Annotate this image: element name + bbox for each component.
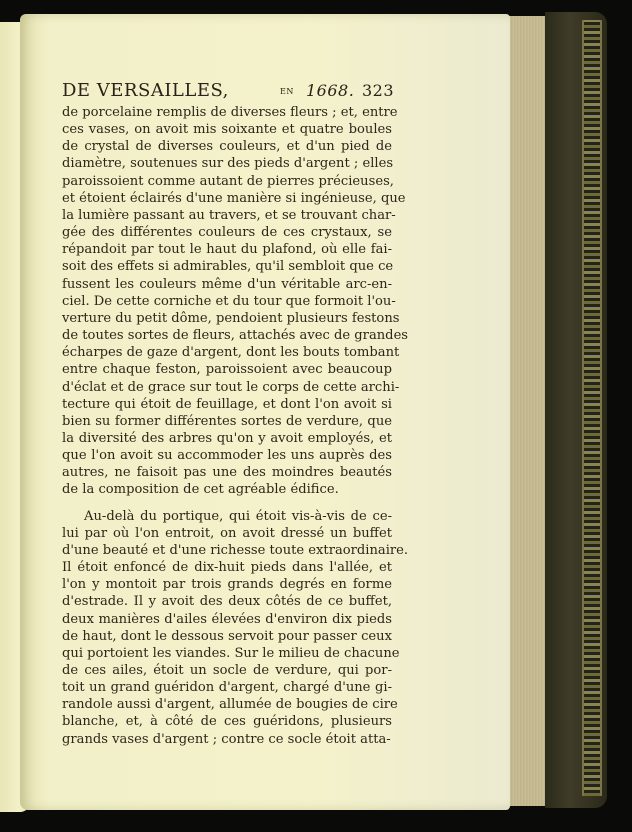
text-line: de la composition de cet agréable édifice. bbox=[62, 482, 339, 498]
text-line: blanche, et, à côté de ces guéridons, plusieurs bbox=[62, 714, 392, 730]
text-line: soit des effets si admirables, qu'il sembloit que ce bbox=[62, 259, 394, 275]
text-line: de haut, dont le dessous servoit pour passer ceux bbox=[62, 628, 392, 644]
text-line: autres, ne faisoit pas une des moindres beautés bbox=[62, 465, 392, 481]
text-line: deux manières d'ailes élevées d'environ dix pieds bbox=[62, 611, 392, 627]
text-line: fussent les couleurs même d'un véritable arc-en- bbox=[62, 276, 392, 292]
text-line: la diversité des arbres qu'on y avoit employés, et bbox=[62, 430, 392, 446]
running-year: 1668. bbox=[306, 81, 355, 100]
text-line: la lumière passant au travers, et se trouvant char- bbox=[62, 207, 396, 223]
text-line: et étoient éclairés d'une manière si ingénieuse, que bbox=[62, 190, 406, 206]
paragraph-2 bbox=[62, 508, 409, 748]
text-line: de ces ailes, étoit un socle de verdure, qui por- bbox=[62, 663, 392, 678]
text-line: de porcelaine remplis de diverses fleurs ; et, entre bbox=[62, 105, 398, 120]
text-line: Au-delà du portique, qui étoit vis-à-vis de ce- bbox=[84, 508, 392, 524]
text-line: de crystal de diverses couleurs, et d'un pied de bbox=[62, 139, 392, 155]
body-text bbox=[62, 104, 409, 748]
running-en: en bbox=[280, 83, 294, 97]
text-line: gée des différentes couleurs de ces crystaux, se bbox=[62, 225, 392, 241]
text-line: écharpes de gaze d'argent, dont les bouts tombant bbox=[62, 345, 400, 361]
text-line: randole aussi d'argent, allumée de bougies de cire bbox=[62, 697, 398, 713]
text-line: tecture qui étoit de feuillage, et dont l'on avoit si bbox=[62, 396, 392, 412]
running-head bbox=[62, 80, 394, 104]
text-line: qui portoient les viandes. Sur le milieu de chacune bbox=[62, 645, 400, 661]
text-line: Il étoit enfoncé de dix-huit pieds dans l'allée, et bbox=[62, 560, 392, 576]
text-line: toit un grand guéridon d'argent, chargé d'une gi- bbox=[62, 680, 392, 696]
text-line: diamètre, soutenues sur des pieds d'argent ; elles bbox=[62, 156, 394, 172]
page-number: 323 bbox=[361, 81, 394, 100]
text-line: répandoit par tout le haut du plafond, où elle fai- bbox=[62, 242, 392, 258]
text-line: l'on y montoit par trois grands degrés en forme bbox=[62, 577, 392, 593]
text-line: ces vases, on avoit mis soixante et quatre boules bbox=[62, 122, 392, 138]
text-line: ciel. De cette corniche et du tour que formoit l'ou- bbox=[62, 293, 396, 309]
text-line: entre chaque feston, paroissoient avec beaucoup bbox=[62, 362, 392, 378]
text-line: d'estrade. Il y avoit des deux côtés de ce buffet, bbox=[62, 594, 392, 610]
text-line: grands vases d'argent ; contre ce socle étoit atta- bbox=[62, 731, 391, 747]
text-line: de toutes sortes de fleurs, attachés avec de grandes bbox=[62, 328, 409, 344]
text-line: paroissoient comme autant de pierres précieuses, bbox=[62, 173, 394, 189]
paragraph-1 bbox=[62, 104, 409, 499]
running-title: DE VERSAILLES, bbox=[62, 80, 229, 101]
text-line: lui par où l'on entroit, on avoit dressé un buffet bbox=[62, 525, 392, 541]
text-line: verture du petit dôme, pendoient plusieurs festons bbox=[62, 310, 400, 326]
text-line: que l'on avoit su accommoder les uns auprès des bbox=[62, 448, 392, 464]
text-line: d'une beauté et d'une richesse toute extraordinaire. bbox=[62, 542, 409, 558]
cover-greek-key-border bbox=[582, 20, 602, 796]
text-line: d'éclat et de grace sur tout le corps de cette archi- bbox=[62, 379, 400, 395]
text-line: bien su former différentes sortes de verdure, que bbox=[62, 413, 392, 429]
